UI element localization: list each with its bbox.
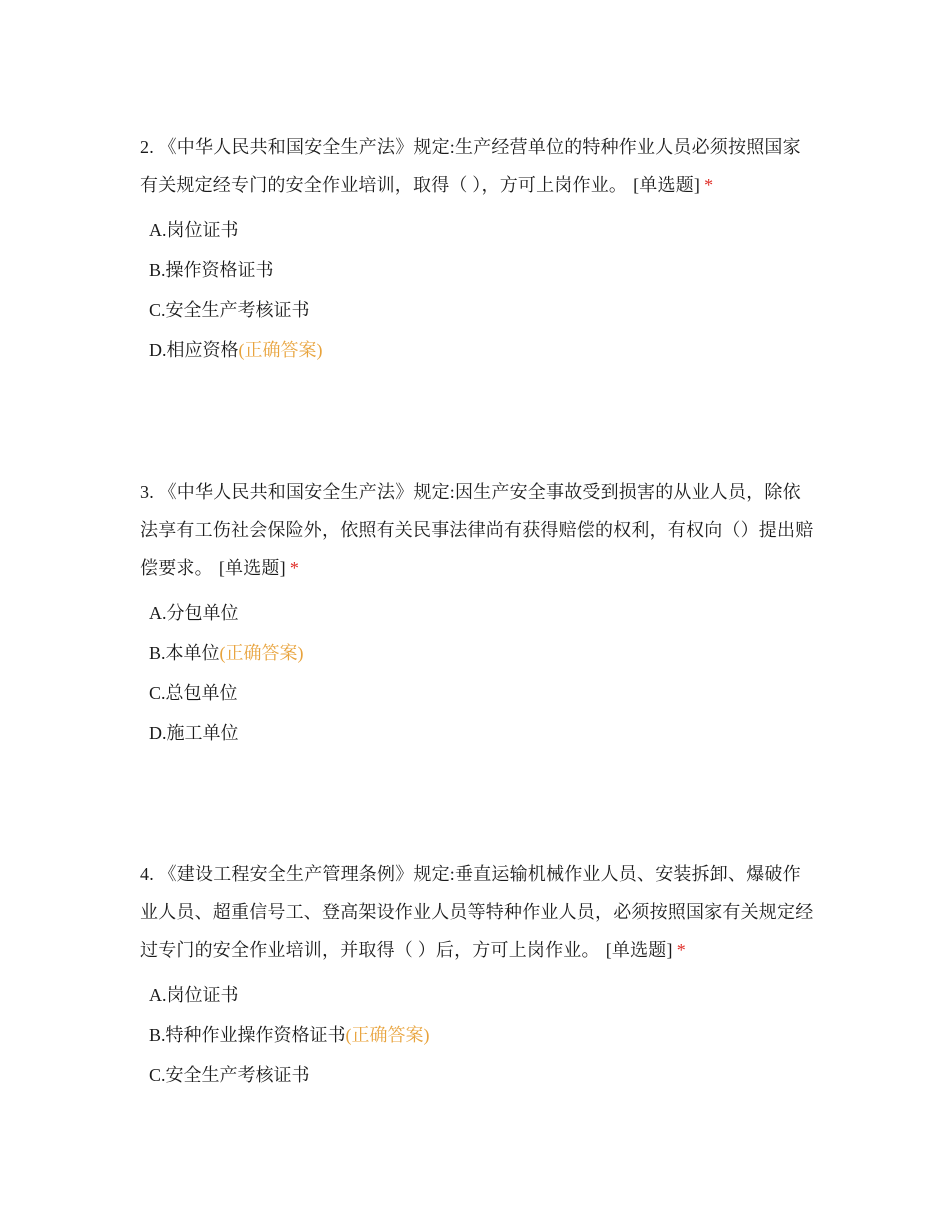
- option-d[interactable]: [149, 330, 815, 370]
- option-label: B.操作资格证书: [149, 260, 274, 280]
- required-mark: *: [676, 940, 686, 960]
- question-type-label: [单选题]: [218, 558, 286, 578]
- option-a[interactable]: [149, 593, 815, 633]
- option-label: C.安全生产考核证书: [149, 300, 310, 320]
- question-number: 2.: [140, 137, 154, 157]
- question-4: [140, 855, 815, 1095]
- option-list: [149, 210, 815, 370]
- question-text: 《中华人民共和国安全生产法》规定:因生产安全事故受到损害的从业人员，除依法享有工伤社会保险外，依照有关民事法律尚有获得赔偿的权利，有权向（）提出赔偿要求。: [140, 482, 814, 578]
- option-label: B.本单位: [149, 643, 220, 663]
- required-mark: *: [704, 175, 714, 195]
- option-list: [149, 975, 815, 1095]
- option-a[interactable]: [149, 975, 815, 1015]
- option-label: D.相应资格: [149, 340, 239, 360]
- option-a[interactable]: [149, 210, 815, 250]
- option-b[interactable]: [149, 250, 815, 290]
- option-label: C.总包单位: [149, 683, 238, 703]
- question-text: 《建设工程安全生产管理条例》规定:垂直运输机械作业人员、安装拆卸、爆破作业人员、超重信号工、登高架设作业人员等特种作业人员，必须按照国家有关规定经过专门的安全作业培训，并取得（ ）后，方可上岗作业。: [140, 864, 814, 960]
- option-c[interactable]: [149, 1055, 815, 1095]
- question-stem: [140, 473, 815, 587]
- question-3: [140, 473, 815, 753]
- option-label: C.安全生产考核证书: [149, 1065, 310, 1085]
- option-b[interactable]: [149, 633, 815, 673]
- option-label: A.岗位证书: [149, 220, 239, 240]
- question-type-label: [单选题]: [605, 940, 673, 960]
- correct-answer-note: (正确答案): [238, 340, 323, 360]
- question-number: 4.: [140, 864, 154, 884]
- option-c[interactable]: [149, 290, 815, 330]
- option-label: A.岗位证书: [149, 985, 239, 1005]
- option-label: A.分包单位: [149, 603, 239, 623]
- option-label: D.施工单位: [149, 723, 239, 743]
- option-label: B.特种作业操作资格证书: [149, 1025, 346, 1045]
- option-c[interactable]: [149, 673, 815, 713]
- question-2: [140, 128, 815, 370]
- question-text: 《中华人民共和国安全生产法》规定:生产经营单位的特种作业人员必须按照国家有关规定经专门的安全作业培训，取得（ ），方可上岗作业。: [140, 137, 801, 195]
- option-b[interactable]: [149, 1015, 815, 1055]
- option-list: [149, 593, 815, 753]
- question-stem: [140, 128, 815, 204]
- question-stem: [140, 855, 815, 969]
- correct-answer-note: (正确答案): [345, 1025, 430, 1045]
- correct-answer-note: (正确答案): [219, 643, 304, 663]
- question-type-label: [单选题]: [633, 175, 701, 195]
- question-number: 3.: [140, 482, 154, 502]
- option-d[interactable]: [149, 713, 815, 753]
- required-mark: *: [289, 558, 300, 578]
